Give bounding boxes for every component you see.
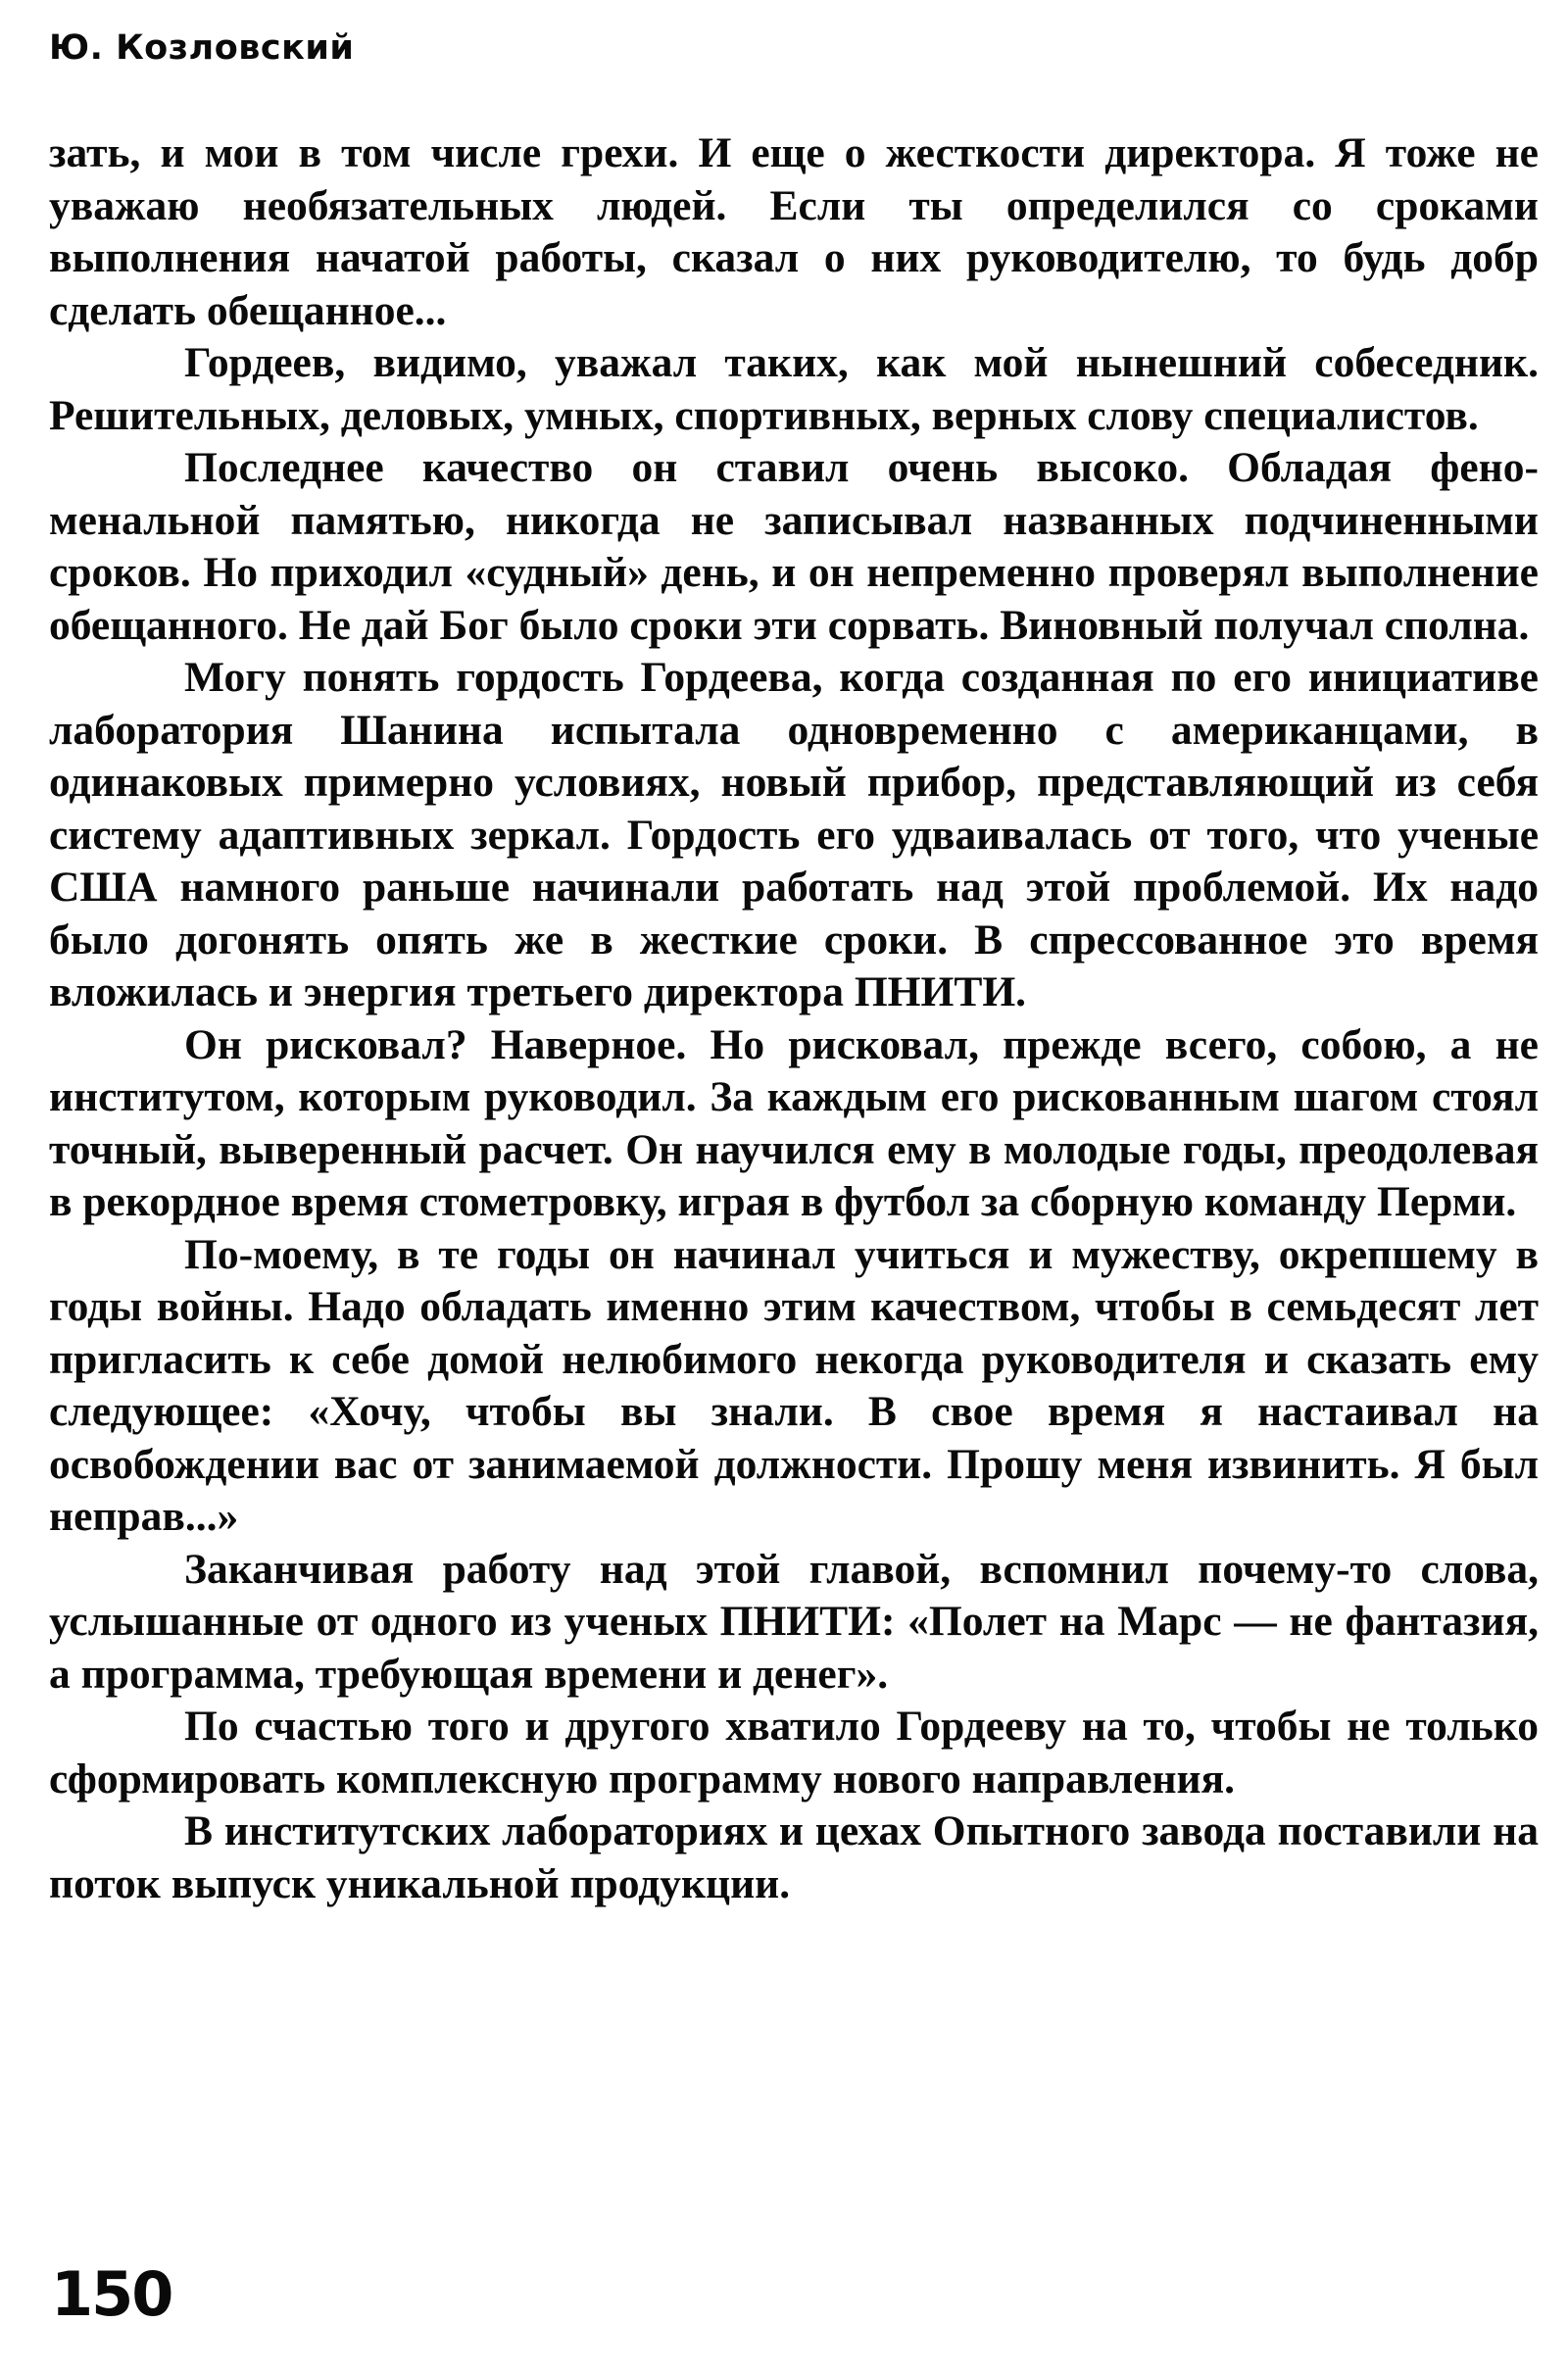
paragraph-4: Могу понять гордость Гордеева, когда созданная по его инициативе лаборатория Шанина испытала одновременно с американцами, в одинаковых примерно условиях, новый прибор, представляющий из себя систему адаптивных зеркал. Гордость его удваивалась от того, что ученые США намного раньше начинали работать над этой проблемой. Их надо было догонять опять же в жесткие сроки. В спрессованное это время вложилась и энергия третьего директора ПНИТИ.	[49, 654, 1539, 1015]
paragraph-1: зать, и мои в том числе грехи. И еще о жесткости директора. Я тоже не уважаю необязательных людей. Если ты определился со сроками выполнения начатой работы, сказал о них руководителю, то будь добр сделать обещанное...	[49, 129, 1539, 334]
paragraph-6: По-моему, в те годы он начинал учиться и мужеству, окрепшему в годы войны. Надо обладать именно этим качеством, чтобы в семьдесят лет пригласить к себе домой нелюбимого некогда руководителя и сказать ему следующее: «Хочу, чтобы вы знали. В свое время я настаивал на освобождении вас от занимаемой должности. Прошу меня извинить. Я был неправ...»	[49, 1230, 1539, 1540]
paragraph-2: Гордеев, видимо, уважал таких, как мой нынешний собеседник. Решительных, деловых, умных, спортивных, верных слову специалистов.	[49, 339, 1539, 439]
paragraph-5: Он рисковал? Наверное. Но рисковал, прежде всего, собою, а не институтом, которым руководил. За каждым его рискованным шагом стоял точный, выверенный расчет. Он научился ему в молодые годы, преодолевая в рекордное время стометровку, играя в футбол за сборную команду Перми.	[49, 1020, 1539, 1225]
paragraph-8: По счастью того и другого хватило Гордееву на то, чтобы не только сформировать комплексную программу нового направления.	[49, 1703, 1539, 1803]
paragraph-3: Последнее качество он ставил очень высоко. Обладая феноменальной памятью, никогда не записывал названных подчиненными сроков. Но приходил «судный» день, и он непременно проверял выполнение обещанного. Не дай Бог было сроки эти сорвать. Виновный получал сполна.	[49, 444, 1539, 649]
body-text	[49, 127, 1539, 1910]
page-number: 150	[51, 2258, 172, 2330]
paragraph-9: В институтских лабораториях и цехах Опытного завода поставили на поток выпуск уникальной продукции.	[49, 1807, 1539, 1907]
running-head: Ю. Козловский	[49, 28, 355, 68]
paragraph-7: Заканчивая работу над этой главой, вспомнил почему-то слова, услышанные от одного из ученых ПНИТИ: «Полет на Марс — не фантазия, а программа, требующая времени и денег».	[49, 1545, 1539, 1698]
